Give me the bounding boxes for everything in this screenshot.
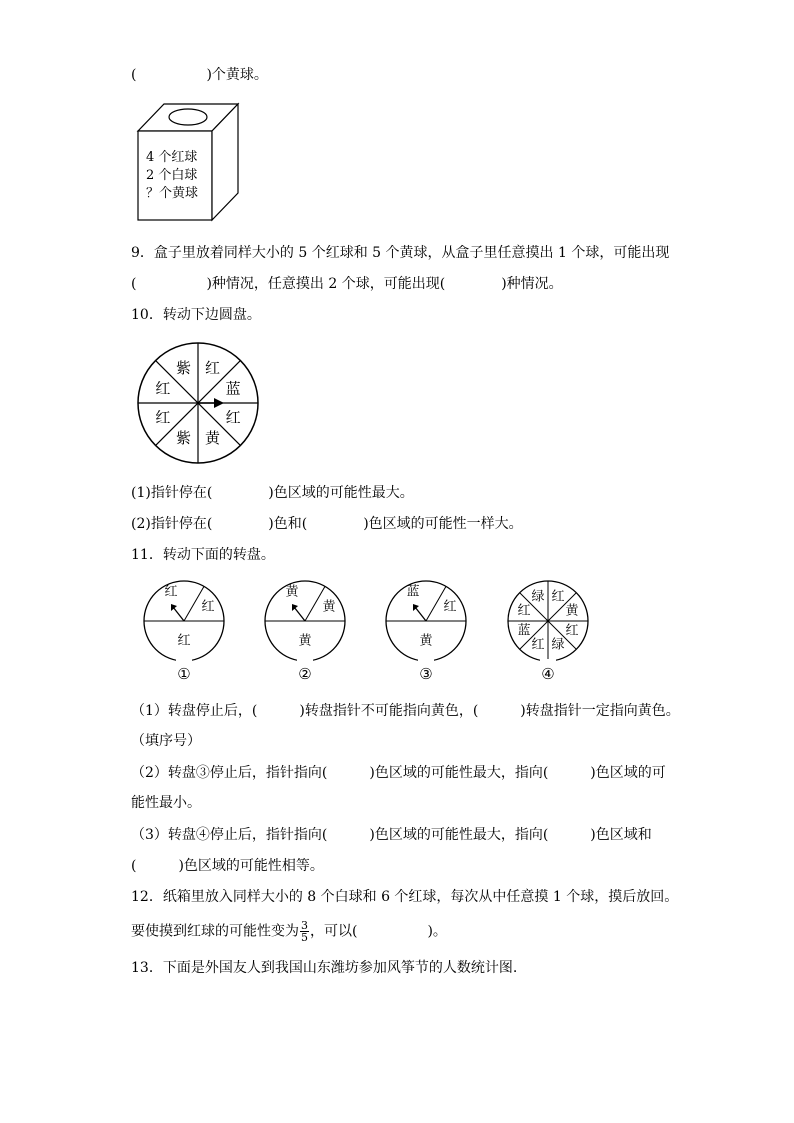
- spinner-4-sector-label: 红: [531, 637, 545, 653]
- q12-fraction-numerator: 3: [301, 919, 308, 932]
- spinner-bottom-label: 黄: [419, 633, 433, 649]
- spinner-left-label: 蓝: [406, 584, 420, 600]
- spinner-4-sector-label: 红: [517, 603, 531, 619]
- spinner-4-sector-label: 绿: [531, 589, 545, 605]
- q10-sector-label: 黄: [205, 429, 221, 448]
- spinner-2: [265, 581, 345, 683]
- spinner-4-sector-label: 蓝: [517, 623, 531, 639]
- box-label-white: 2 个白球: [146, 168, 198, 183]
- q12-fraction-denominator: 5: [301, 931, 308, 944]
- q10-sector-label: 红: [155, 379, 171, 398]
- spinner-number-label: ②: [298, 665, 312, 683]
- spinner-bottom-label: 黄: [298, 633, 312, 649]
- q11-spinners: [130, 580, 690, 684]
- q12-fraction: [300, 920, 309, 943]
- spinner-right-label: 红: [443, 599, 457, 615]
- q11-sub1-note: （填序号）: [131, 733, 201, 749]
- q10-sub2: (2)指针停在( )色和( )色区域的可能性一样大。: [131, 516, 523, 532]
- q11-sub3-line2: ( )色区域的可能性相等。: [131, 858, 324, 874]
- spinner-4-sector-label: 绿: [551, 637, 565, 653]
- q11-sub2-line2: 能性最小。: [131, 795, 201, 811]
- q13-title: 13．下面是外国友人到我国山东潍坊参加风筝节的人数统计图.: [131, 960, 518, 976]
- q10-sector-label: 紫: [175, 429, 191, 448]
- spinner-left-label: 黄: [285, 584, 299, 600]
- q10-disc: [136, 341, 260, 465]
- q10-sector-label: 蓝: [225, 379, 241, 398]
- box-label-yellow: ？个黄球: [146, 186, 199, 201]
- spinner-number-label: ①: [177, 665, 191, 683]
- q10-sub1: (1)指针停在( )色区域的可能性最大。: [131, 485, 414, 501]
- q11-title: 11．转动下面的转盘。: [131, 547, 275, 563]
- ball-box-figure: [136, 102, 240, 222]
- box-opening: [169, 109, 207, 125]
- q10-sector-label: 紫: [175, 358, 191, 377]
- spinner-4-sector-label: 黄: [565, 603, 579, 619]
- spinner-4: [508, 581, 588, 683]
- q10-sector-label: 红: [205, 358, 221, 377]
- spinner-number-label: ③: [419, 665, 433, 683]
- spinner-1: [144, 581, 224, 683]
- spinner-3: [386, 581, 466, 683]
- box-label-red: 4 个红球: [146, 150, 198, 165]
- spinner-4-sector-label: 红: [551, 589, 565, 605]
- q10-sector-label: 红: [225, 408, 241, 427]
- spinner-left-label: 红: [164, 584, 178, 600]
- spinner-number-label: ④: [541, 665, 555, 683]
- q11-spinners-drawing: [130, 580, 690, 684]
- spinner-bottom-label: 红: [177, 633, 191, 649]
- q12-line2-end: ，可以( )。: [310, 923, 447, 940]
- q10-sector-label: 红: [155, 408, 171, 427]
- q11-sub3-line1: （3）转盘④停止后，指针指向( )色区域的可能性最大，指向( )色区域和: [131, 827, 652, 843]
- q10-disc-drawing: [136, 341, 260, 465]
- q8-answer-line: ( )个黄球。: [131, 67, 268, 83]
- q11-sub2-line1: （2）转盘③停止后，指针指向( )色区域的可能性最大，指向( )色区域的可: [131, 765, 666, 781]
- q9-line2: ( )种情况，任意摸出 2 个球，可能出现( )种情况。: [131, 276, 563, 292]
- spinner-right-label: 黄: [322, 599, 336, 615]
- spinner-4-sector-label: 红: [565, 623, 579, 639]
- q12-line2-start: 要使摸到红球的可能性变为: [131, 923, 299, 940]
- q12-line2: [131, 920, 447, 943]
- q12-line1: 12．纸箱里放入同样大小的 8 个白球和 6 个红球，每次从中任意摸 1 个球，摸后放回。: [131, 889, 679, 905]
- spinner-right-label: 红: [201, 599, 215, 615]
- q11-sub1: （1）转盘停止后，( )转盘指针不可能指向黄色，( )转盘指针一定指向黄色。: [131, 703, 680, 719]
- q9-line1: 9．盒子里放着同样大小的 5 个红球和 5 个黄球，从盒子里任意摸出 1 个球，可能出现: [131, 245, 670, 261]
- q10-title: 10．转动下边圆盘。: [131, 307, 261, 323]
